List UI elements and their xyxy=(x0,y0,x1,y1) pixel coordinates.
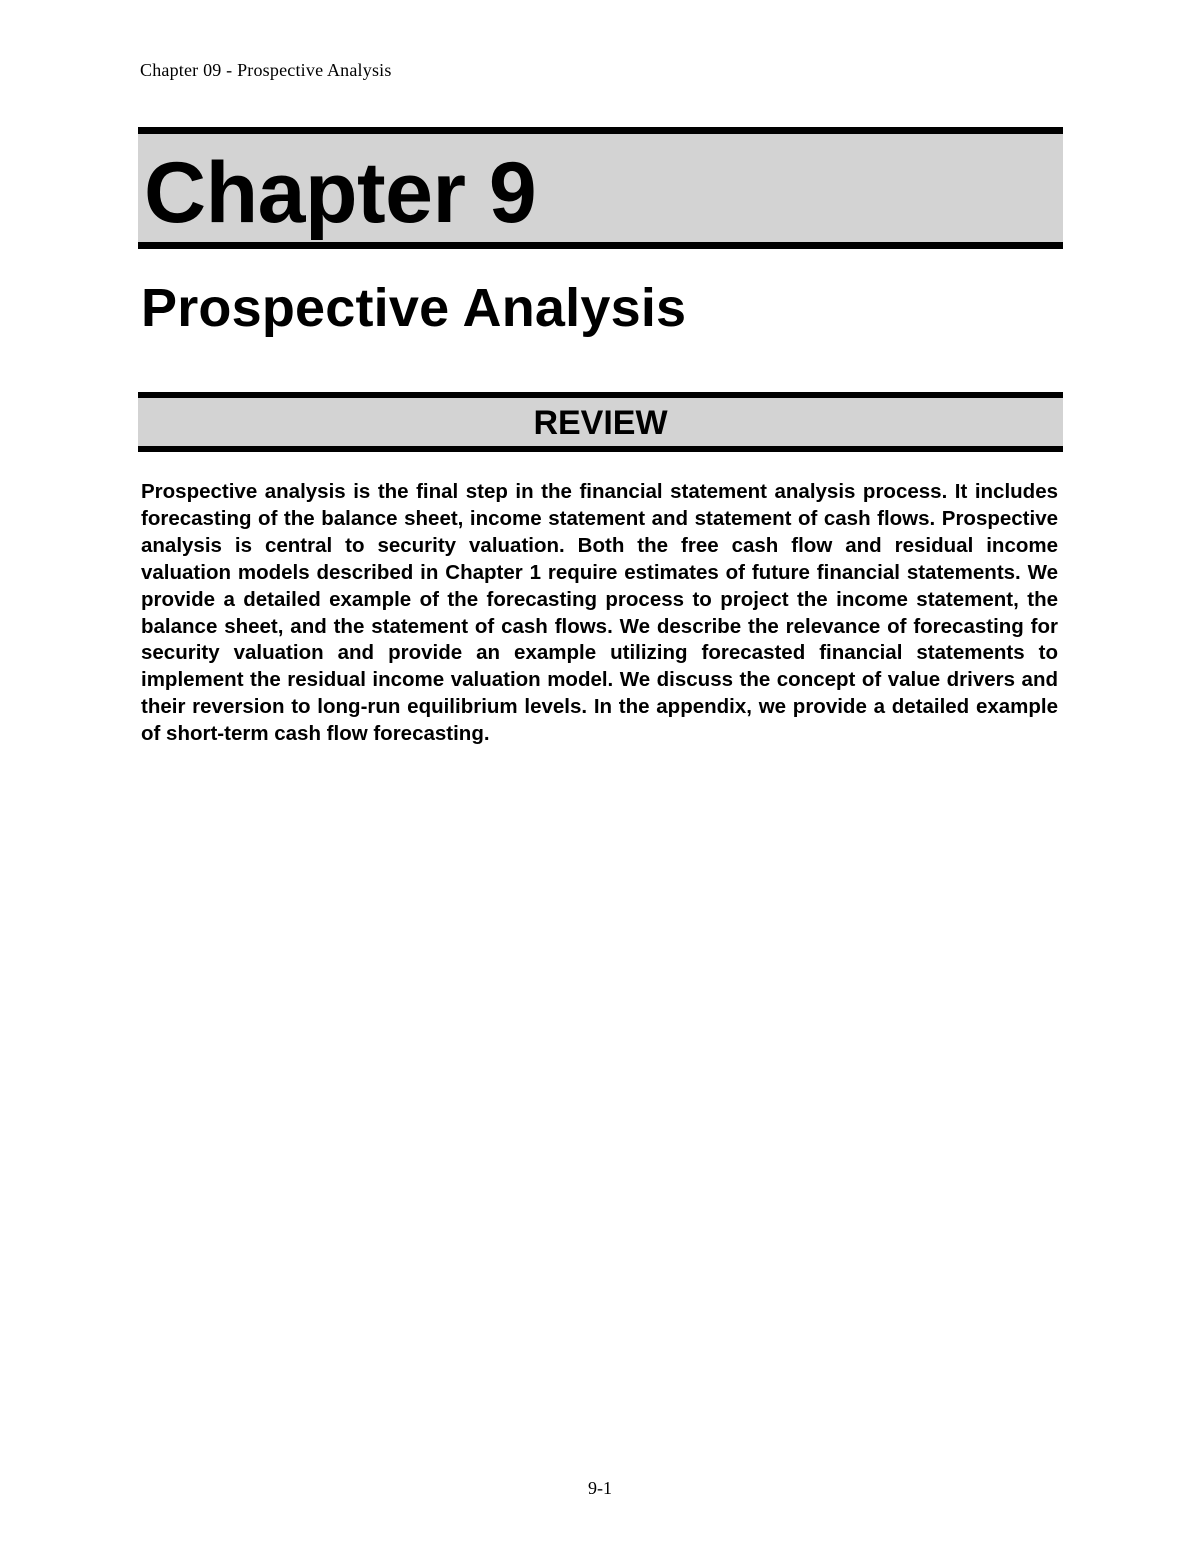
page-number: 9-1 xyxy=(588,1478,612,1498)
running-header: Chapter 09 - Prospective Analysis xyxy=(140,60,392,80)
chapter-title: Chapter 9 xyxy=(144,145,537,241)
review-paragraph: Prospective analysis is the final step in the financial statement analysis process. It includes forecasting of the balance sheet, income statement and statement of cash flows. Prospective analysis is central to security valuation. Both the free cash flow and residual income valuation models described in Chapter 1 require estimates of future financial statements. We provide a detailed example of the forecasting process to project the income statement, the balance sheet, and the statement of cash flows. We describe the relevance of forecasting for security valuation and provide an example utilizing forecasted financial statements to implement the residual income valuation model. We discuss the concept of value drivers and their reversion to long-run equilibrium levels. In the appendix, we provide a detailed example of short-term cash flow forecasting. xyxy=(141,480,1058,746)
review-heading-band xyxy=(138,392,1063,452)
review-heading: REVIEW xyxy=(533,404,668,442)
chapter-subtitle: Prospective Analysis xyxy=(141,278,687,338)
chapter-title-band xyxy=(138,127,1063,249)
